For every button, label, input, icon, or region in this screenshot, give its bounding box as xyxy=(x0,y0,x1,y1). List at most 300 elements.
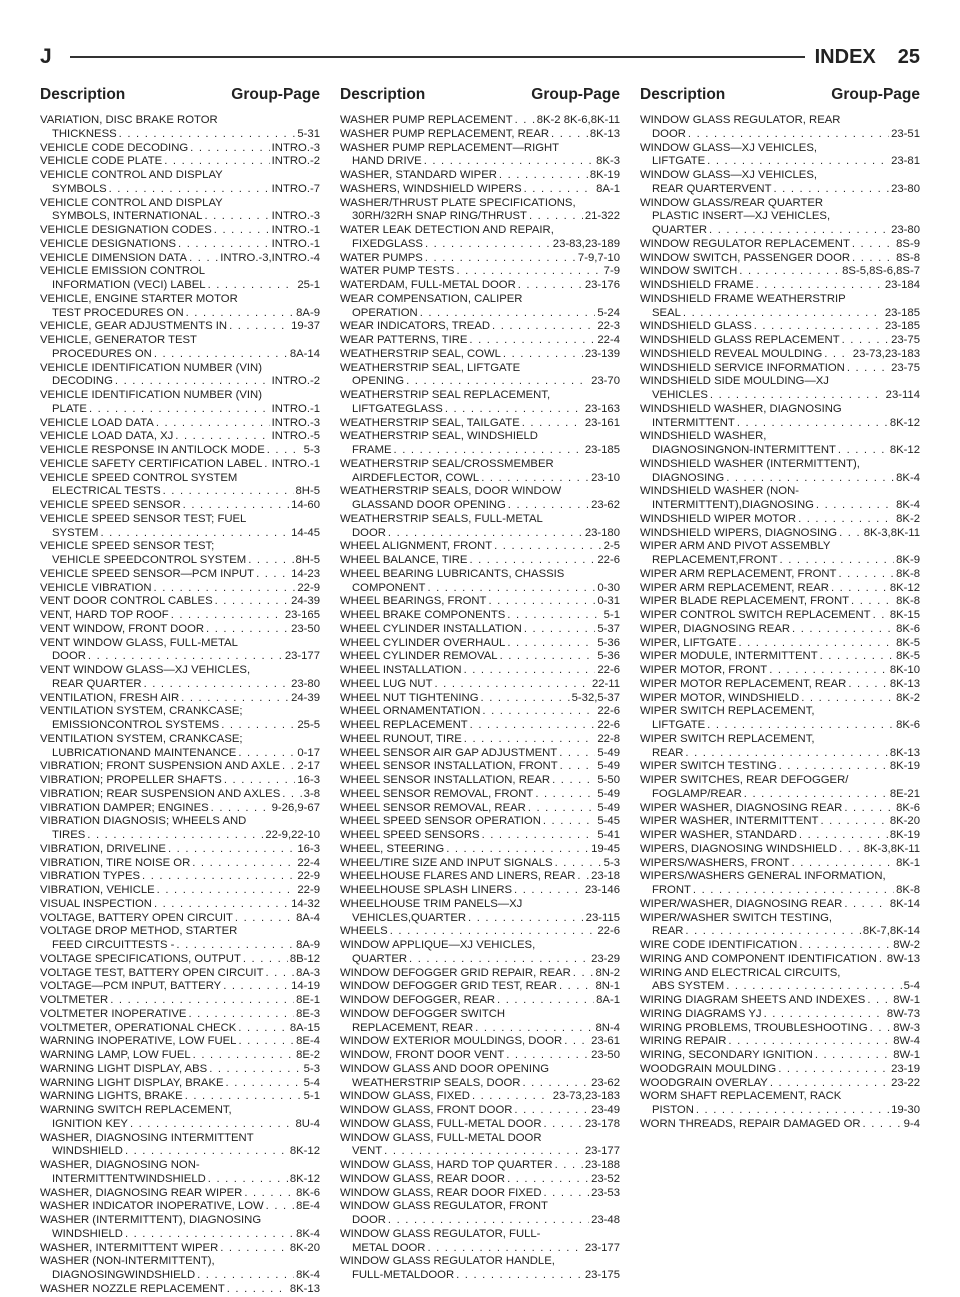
index-entry xyxy=(40,293,320,321)
entry-text: WHEEL ORNAMENTATION xyxy=(340,705,481,718)
dot-leader xyxy=(559,747,595,761)
entry-text: WINDOW GLASS AND DOOR OPENING xyxy=(340,1062,550,1075)
entry-line-final xyxy=(40,375,320,389)
entry-line-final xyxy=(340,650,620,664)
index-entry xyxy=(340,1049,620,1063)
entry-line-final xyxy=(640,554,920,568)
entry-line-final xyxy=(40,953,320,967)
index-entry xyxy=(40,334,320,362)
entry-text: WIPER ARM REPLACEMENT, FRONT xyxy=(640,567,837,580)
entry-line-final xyxy=(340,1090,620,1104)
index-entry xyxy=(640,582,920,596)
entry-line-final xyxy=(40,155,320,169)
index-entry xyxy=(40,912,320,926)
group-page-ref: 23-19 xyxy=(891,1062,920,1075)
entry-text: WHEEL CYLINDER INSTALLATION xyxy=(340,622,522,635)
entry-text: WARNING LIGHTS, BRAKE xyxy=(40,1090,183,1103)
entry-text: WIPER MODULE, INTERMITTENT xyxy=(640,650,818,663)
index-entry xyxy=(40,224,320,238)
entry-line-final xyxy=(40,458,320,472)
entry-text: VEHICLE IDENTIFICATION NUMBER (VIN) xyxy=(40,361,262,374)
index-entry xyxy=(340,1035,620,1049)
index-entry xyxy=(40,1049,320,1063)
entry-text: VISUAL INSPECTION xyxy=(40,897,152,910)
index-entry xyxy=(640,994,920,1008)
entry-line xyxy=(40,513,320,527)
entry-text: WEAR COMPENSATION, CALIPER xyxy=(340,292,523,305)
index-entry xyxy=(340,1008,620,1036)
entry-line-final xyxy=(340,747,620,761)
entry-line xyxy=(340,142,620,156)
index-entry xyxy=(640,348,920,362)
dot-leader xyxy=(798,513,894,527)
group-page-ref: 8K-12 xyxy=(289,1172,320,1185)
index-entry xyxy=(340,485,620,513)
entry-line-final xyxy=(340,1022,620,1036)
index-entry xyxy=(640,815,920,829)
dot-leader xyxy=(780,554,895,568)
dot-leader xyxy=(515,114,535,128)
group-page-ref: 22-6 xyxy=(597,554,620,566)
entry-text: EMISSIONCONTROL SYSTEMS xyxy=(52,719,220,731)
index-entry xyxy=(340,1187,620,1201)
index-entry xyxy=(640,142,920,170)
entry-text: WINDOW GLASS, REAR DOOR xyxy=(340,1172,506,1185)
index-entry xyxy=(40,733,320,761)
entry-line-final xyxy=(40,210,320,224)
group-page-ref: 8E-4 xyxy=(296,1035,320,1048)
entry-text: WHEELHOUSE SPLASH LINERS xyxy=(340,884,513,896)
index-entry xyxy=(40,1132,320,1160)
entry-text: VIBRATION DIAGNOSIS; WHEELS AND xyxy=(40,815,247,828)
dot-leader xyxy=(820,815,887,829)
dot-leader xyxy=(481,692,570,706)
group-page-ref: 8E-3 xyxy=(296,1007,320,1020)
group-page-ref: 8N-2 xyxy=(595,966,620,979)
dot-leader xyxy=(445,403,583,417)
group-page-ref: 8K-13 xyxy=(589,127,620,140)
group-page-ref: 23-73,23-183 xyxy=(852,347,920,360)
entry-line-final xyxy=(640,1022,920,1036)
group-page-ref: 8K-20 xyxy=(289,1241,320,1254)
group-page-ref: 16-3 xyxy=(297,774,320,786)
dot-leader xyxy=(507,637,595,651)
entry-text: WHEELHOUSE FLARES AND LINERS, REAR xyxy=(340,870,576,883)
entry-line xyxy=(640,458,920,472)
entry-line-final xyxy=(340,774,620,788)
index-entry xyxy=(340,774,620,788)
group-page-ref: 8E-21 xyxy=(889,787,920,800)
entry-line-final xyxy=(40,747,320,761)
index-entries xyxy=(340,114,620,1283)
group-page-ref: 23-49 xyxy=(591,1104,620,1116)
entry-text: FOGLAMP/REAR xyxy=(652,787,742,800)
entry-text: WIPER WASHER, INTERMITTENT xyxy=(640,815,819,828)
index-entry xyxy=(340,1132,620,1160)
dot-leader xyxy=(208,1173,288,1187)
index-entry xyxy=(340,348,620,362)
entry-text: WEATHERSTRIP SEAL, LIFTGATE xyxy=(340,361,521,374)
group-page-ref: 8K-8 xyxy=(896,595,920,608)
dot-leader xyxy=(264,458,269,472)
entry-text: WIRING DIAGRAM SHEETS AND INDEXES xyxy=(640,994,866,1006)
index-entry xyxy=(40,815,320,843)
dot-leader xyxy=(266,1200,294,1214)
entry-text: WINDOW GLASS, FIXED xyxy=(340,1090,470,1103)
entry-line-final xyxy=(640,1035,920,1049)
dot-leader xyxy=(738,637,894,651)
entry-text: TEST PROCEDURES ON xyxy=(52,306,184,319)
dot-leader xyxy=(560,760,596,774)
entry-text: VEHICLE CODE PLATE xyxy=(40,155,163,168)
entry-line-final xyxy=(40,980,320,994)
entry-line-final xyxy=(640,857,920,871)
entry-line-final xyxy=(340,334,620,348)
group-page-ref: 8K-2 xyxy=(896,512,920,525)
index-entry xyxy=(40,169,320,197)
entry-text: WINDSHIELD FRAME xyxy=(640,279,754,291)
entry-text: VEHICLE SPEED SENSOR TEST; xyxy=(40,540,215,553)
entry-line-final xyxy=(340,499,620,513)
entry-text: VEHICLE RESPONSE IN ANTILOCK MODE xyxy=(40,444,265,456)
entry-text: WASHER, INTERMITTENT WIPER xyxy=(40,1241,219,1254)
group-page-ref: 8K-4 xyxy=(896,471,920,484)
group-page-ref: 8K-7,8K-14 xyxy=(862,925,920,938)
entry-text: SYSTEM xyxy=(52,526,99,539)
entry-line-final xyxy=(340,252,620,266)
entry-line-final xyxy=(40,1063,320,1077)
dot-leader xyxy=(163,485,294,499)
index-entry xyxy=(640,114,920,142)
group-page-ref: 23-83,23-189 xyxy=(552,237,620,250)
group-page-ref: 19-37 xyxy=(291,320,320,333)
entry-line-final xyxy=(640,609,920,623)
entry-line-final xyxy=(40,142,320,156)
dot-leader xyxy=(214,224,270,238)
entry-line-final xyxy=(640,719,920,733)
entry-text: WASHER PUMP REPLACEMENT xyxy=(340,114,513,126)
index-entry xyxy=(40,1104,320,1132)
entry-text: VEHICLE, GEAR ADJUSTMENTS IN xyxy=(40,320,228,333)
entry-text: WHEEL SENSOR REMOVAL, FRONT xyxy=(340,787,534,800)
dot-leader xyxy=(464,664,596,678)
entry-line xyxy=(340,293,620,307)
group-page-ref: 0-17 xyxy=(297,746,320,759)
entry-text: OPENING xyxy=(352,375,405,388)
group-page-ref: INTRO.-5 xyxy=(271,430,320,443)
index-entry xyxy=(640,857,920,871)
entry-line xyxy=(340,485,620,499)
dot-leader xyxy=(852,252,894,266)
entry-text: REAR xyxy=(652,746,684,759)
dot-leader xyxy=(838,568,894,582)
group-page-ref: 8E-4 xyxy=(296,1200,320,1213)
entry-line-final xyxy=(340,925,620,939)
entry-text: VEHICLE, GENERATOR TEST xyxy=(40,334,197,346)
dot-leader xyxy=(110,994,294,1008)
entry-text: VENT WINDOW, FRONT DOOR xyxy=(40,622,205,635)
dot-leader xyxy=(130,1118,294,1132)
index-entry xyxy=(340,169,620,183)
column-header xyxy=(40,80,320,114)
index-entry xyxy=(340,114,620,128)
entry-line-final xyxy=(340,1187,620,1201)
entry-line xyxy=(340,1200,620,1214)
entry-line-final xyxy=(40,678,320,692)
entry-text: WINDSHIELD WIPER MOTOR xyxy=(640,512,797,525)
entry-line xyxy=(40,1255,320,1269)
index-entry xyxy=(340,1104,620,1118)
group-page-ref: 8A-9 xyxy=(296,306,320,319)
dot-leader xyxy=(543,1118,582,1132)
dot-leader xyxy=(156,417,270,431)
index-entry xyxy=(340,939,620,967)
index-entries xyxy=(640,114,920,1132)
group-page-ref: 8H-5 xyxy=(295,554,320,566)
index-entry xyxy=(340,788,620,802)
group-page-ref: 5-31 xyxy=(297,127,320,140)
entry-text: VOLTAGE, BATTERY OPEN CIRCUIT xyxy=(40,911,233,924)
entry-line xyxy=(40,197,320,211)
group-page-ref: 8A-15 xyxy=(289,1021,320,1034)
dot-leader xyxy=(844,802,894,816)
entry-line xyxy=(40,925,320,939)
dot-leader xyxy=(799,829,888,843)
group-page-ref: 8W-13 xyxy=(886,952,920,965)
entry-line-final xyxy=(340,1269,620,1283)
entry-text: WINDOW GLASS REGULATOR, REAR xyxy=(640,114,841,126)
group-page-ref: 23-176 xyxy=(584,279,620,291)
group-page-ref: 22-8 xyxy=(597,732,620,745)
index-entry xyxy=(340,857,620,871)
index-entry xyxy=(640,692,920,706)
dot-leader xyxy=(815,1049,891,1063)
dot-leader xyxy=(497,994,594,1008)
group-page-ref: 14-60 xyxy=(291,499,320,511)
group-page-ref: INTRO.-1 xyxy=(271,402,320,415)
group-page-ref: 8K-20 xyxy=(889,815,920,828)
entry-text: WORM SHAFT REPLACEMENT, RACK xyxy=(640,1090,842,1103)
entry-text: WHEEL CYLINDER REMOVAL xyxy=(340,650,498,663)
dot-leader xyxy=(267,444,302,458)
dot-leader xyxy=(171,609,283,623)
entry-text: WIPER, LIFTGATE xyxy=(640,636,737,649)
index-entry xyxy=(40,1022,320,1036)
entry-text: WINDOW GLASS REGULATOR, FRONT xyxy=(340,1200,548,1213)
entry-line-final xyxy=(40,1200,320,1214)
index-entry xyxy=(340,1255,620,1283)
group-page-ref: 7-9 xyxy=(603,265,620,278)
group-page-ref: 22-9 xyxy=(297,870,320,883)
group-page-ref: 5-1 xyxy=(603,609,620,621)
group-page-ref: 23-185 xyxy=(584,444,620,456)
group-page-ref: 23-175 xyxy=(584,1269,620,1281)
entry-line-final xyxy=(640,265,920,279)
index-entry xyxy=(340,458,620,486)
entry-text: WATER PUMPS xyxy=(340,251,423,264)
dot-leader xyxy=(384,1145,583,1159)
group-page-ref: 23-73,23-183 xyxy=(552,1090,620,1103)
index-entry xyxy=(340,252,620,266)
index-column-3 xyxy=(640,80,920,1220)
dot-leader xyxy=(543,815,596,829)
dot-leader xyxy=(770,1077,889,1091)
entry-line xyxy=(340,568,620,582)
index-entry xyxy=(640,802,920,816)
entry-text: VIBRATION, DRIVELINE xyxy=(40,842,166,855)
entry-text: VENT WINDOW GLASS—XJ VEHICLES, xyxy=(40,664,251,676)
entry-text: WINDSHIELD GLASS xyxy=(640,320,752,333)
entry-line-final xyxy=(640,747,920,761)
entry-text: REPLACEMENT,FRONT xyxy=(652,554,778,566)
entry-text: WASHER, DIAGNOSING NON- xyxy=(40,1159,200,1171)
dot-leader xyxy=(175,430,269,444)
group-page-ref: 8U-4 xyxy=(295,1117,320,1130)
index-entry xyxy=(340,224,620,252)
entry-text: WIPER/WASHER SWITCH TESTING, xyxy=(640,911,833,924)
index-entry xyxy=(640,169,920,197)
dot-leader xyxy=(456,1269,583,1283)
index-entry xyxy=(640,403,920,431)
group-page-ref: 23-185 xyxy=(884,320,920,333)
index-entry xyxy=(40,925,320,953)
entry-text: WIPER MOTOR, FRONT xyxy=(640,664,768,676)
index-entry xyxy=(40,884,320,898)
dot-leader xyxy=(529,210,583,224)
entry-line-final xyxy=(40,1090,320,1104)
entry-text: FRAME xyxy=(352,444,392,456)
entry-text: WIPER SWITCH REPLACEMENT, xyxy=(640,732,815,745)
entry-line-final xyxy=(40,912,320,926)
entry-text: WIPER SWITCH REPLACEMENT, xyxy=(640,705,815,718)
entry-line-final xyxy=(340,980,620,994)
dot-leader xyxy=(482,829,596,843)
entry-text: WHEEL BRAKE COMPONENTS xyxy=(340,609,506,621)
entry-line xyxy=(340,1063,620,1077)
dot-leader xyxy=(726,980,901,994)
entry-text: INTERMITTENT),DIAGNOSING xyxy=(652,499,814,511)
entry-line-final xyxy=(40,499,320,513)
index-entry xyxy=(40,417,320,431)
entry-text: VOLTAGE TEST, BATTERY OPEN CIRCUIT xyxy=(40,966,264,979)
entry-text: WASHER PUMP REPLACEMENT, REAR xyxy=(340,127,550,140)
entry-text: WINDSHIELD WASHER, xyxy=(640,430,767,443)
entry-line-final xyxy=(340,114,620,128)
entry-text: FULL-METALDOOR xyxy=(352,1269,455,1281)
group-page-ref: 8H-5 xyxy=(295,485,320,498)
index-entry xyxy=(640,238,920,252)
entry-text: WASHERS, WINDSHIELD WIPERS xyxy=(340,182,522,195)
entry-line-final xyxy=(40,884,320,898)
dot-leader xyxy=(229,320,289,334)
index-column-2 xyxy=(340,80,620,1281)
group-page-ref: 2-5 xyxy=(603,540,620,553)
index-entry xyxy=(640,664,920,678)
group-page-ref: 23-163 xyxy=(584,402,620,415)
entry-text: WINDOW SWITCH xyxy=(640,265,738,278)
dot-leader xyxy=(244,1187,294,1201)
index-entry xyxy=(40,430,320,444)
index-entry xyxy=(40,1187,320,1201)
index-entry xyxy=(340,320,620,334)
group-page-ref: 8K-3 xyxy=(596,155,620,168)
group-page-ref: 8A-3 xyxy=(296,966,320,979)
group-page-ref: 23-10 xyxy=(591,471,620,484)
entry-text: VENTILATION, FRESH AIR xyxy=(40,691,180,704)
entry-line-final xyxy=(640,678,920,692)
entry-line-final xyxy=(40,568,320,582)
entry-text: WINDSHIELD REVEAL MOULDING xyxy=(640,347,823,360)
entry-line xyxy=(640,375,920,389)
dot-leader xyxy=(142,870,295,884)
index-entry xyxy=(640,265,920,279)
index-entry xyxy=(640,1077,920,1091)
dot-leader xyxy=(685,925,860,939)
group-page-ref: 8K-13 xyxy=(289,1282,320,1295)
entry-line xyxy=(640,705,920,719)
index-entry xyxy=(640,774,920,802)
index-entry xyxy=(640,637,920,651)
entry-line-final xyxy=(40,1049,320,1063)
dot-leader xyxy=(508,499,589,513)
entry-text: VOLTAGE—PCM INPUT, BATTERY xyxy=(40,980,222,993)
entry-line-final xyxy=(640,623,920,637)
index-entry xyxy=(640,829,920,843)
group-page-ref: 8K-1 xyxy=(896,856,920,869)
group-page-ref: 8B-12 xyxy=(289,952,320,965)
index-entry xyxy=(340,719,620,733)
index-entry xyxy=(640,733,920,761)
index-entry xyxy=(340,898,620,926)
entry-line-final xyxy=(640,1118,920,1132)
index-entry xyxy=(340,430,620,458)
entry-line-final xyxy=(40,760,320,774)
entry-text: LUBRICATIONAND MAINTENANCE xyxy=(52,746,237,759)
index-entry xyxy=(340,705,620,719)
entry-text: 30RH/32RH SNAP RING/THRUST xyxy=(352,210,527,223)
entry-line-final xyxy=(640,224,920,238)
page-title: INDEX xyxy=(814,45,876,68)
group-page-ref: 8K-6 xyxy=(296,1186,320,1199)
entry-text: WINDOW DEFOGGER SWITCH xyxy=(340,1007,506,1020)
entry-text: WINDSHIELD WIPERS, DIAGNOSING xyxy=(640,526,838,539)
dot-leader xyxy=(100,527,289,541)
group-page-ref: 2-17 xyxy=(297,760,320,773)
entry-line xyxy=(640,114,920,128)
group-page-ref: 5-4 xyxy=(903,980,920,993)
entry-text: WIRING, SECONDARY IGNITION xyxy=(640,1049,813,1061)
dot-leader xyxy=(506,1049,589,1063)
group-page-ref: 23-80 xyxy=(891,224,920,236)
entry-text: WINDOW REGULATOR REPLACEMENT xyxy=(640,237,850,250)
entry-text: WINDOW, FRONT DOOR VENT xyxy=(340,1049,505,1061)
entry-text: WIPERS/WASHERS, FRONT xyxy=(640,856,790,869)
entry-line-final xyxy=(40,1242,320,1256)
group-page-ref: 8S-5,8S-6,8S-7 xyxy=(842,265,920,278)
group-page-ref: 3-8 xyxy=(303,787,320,800)
entry-text: PLASTIC INSERT—XJ VEHICLES, xyxy=(652,210,831,223)
dot-leader xyxy=(482,705,595,719)
dot-leader xyxy=(388,1214,589,1228)
index-entry xyxy=(40,142,320,156)
group-page-ref: 8K-5 xyxy=(896,636,920,649)
index-entry xyxy=(40,1214,320,1242)
dot-leader xyxy=(867,994,891,1008)
entry-text: WIPER CONTROL SWITCH REPLACEMENT xyxy=(640,609,871,621)
group-page-ref: 25-1 xyxy=(297,279,320,291)
entry-text: WINDSHIELD GLASS REPLACEMENT xyxy=(640,334,840,346)
entry-line-final xyxy=(40,857,320,871)
